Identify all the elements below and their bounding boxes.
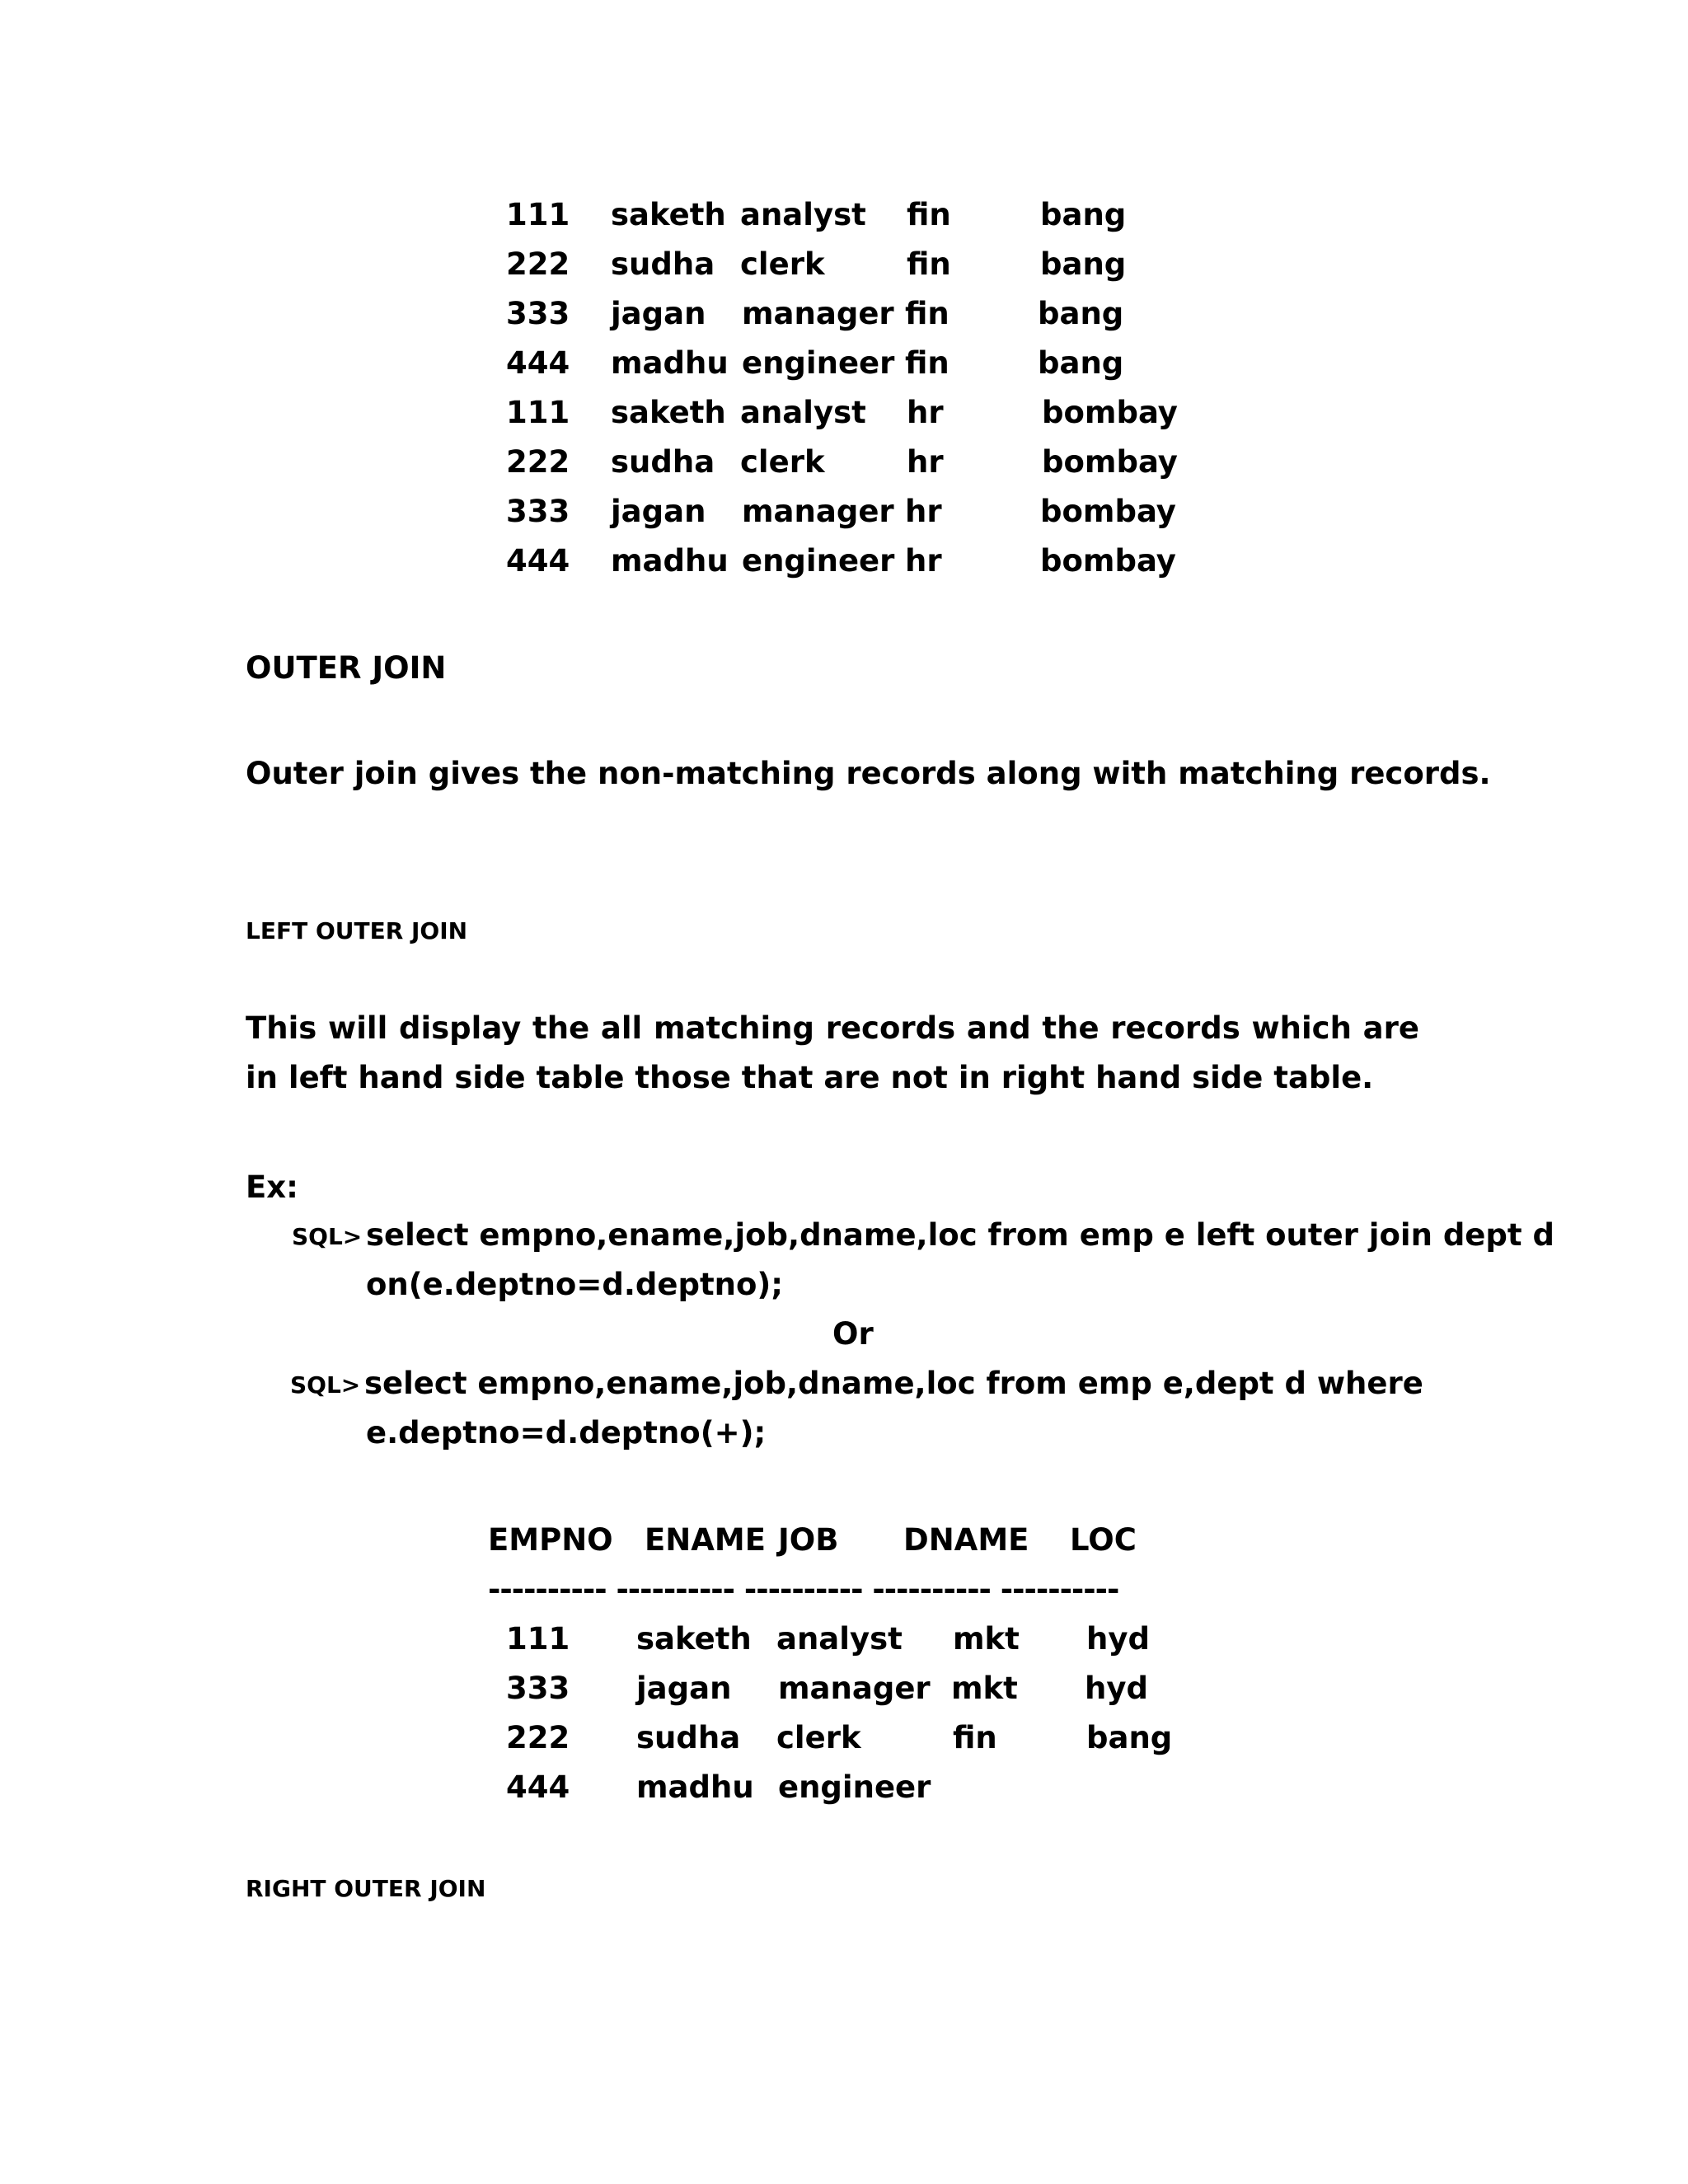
cell-empno: 444 [506, 543, 570, 579]
cell-dname: hr [905, 543, 942, 579]
cell-empno: 222 [506, 1720, 570, 1755]
cell-ename: saketh [636, 1621, 752, 1657]
cell-loc: hyd [1086, 1621, 1150, 1657]
example-label: Ex: [246, 1169, 298, 1205]
query2-line1: select empno,ename,job,dname,loc from emp e,dept d where [364, 1366, 1423, 1401]
cell-ename: madhu [636, 1769, 754, 1805]
column-header-dname: DNAME [903, 1522, 1029, 1558]
query1-line1: select empno,ename,job,dname,loc from emp e left outer join dept d [366, 1217, 1554, 1253]
cell-job: clerk [740, 246, 825, 282]
outer-join-heading: OUTER JOIN [246, 650, 447, 686]
cell-empno: 444 [506, 345, 570, 381]
column-header-job: JOB [778, 1522, 839, 1558]
column-header-empno: EMPNO [488, 1522, 613, 1558]
cell-ename: madhu [611, 543, 729, 579]
or-label: Or [832, 1316, 874, 1352]
cell-empno: 333 [506, 494, 570, 529]
cell-empno: 111 [506, 197, 570, 232]
cell-loc: bang [1040, 246, 1127, 282]
cell-dname: hr [905, 494, 942, 529]
cell-ename: jagan [611, 296, 706, 331]
cell-ename: saketh [611, 197, 726, 232]
query2-line2: e.deptno=d.deptno(+); [366, 1415, 767, 1451]
cell-loc: bang [1040, 197, 1127, 232]
cell-dname: hr [907, 444, 944, 480]
cell-loc: hyd [1085, 1671, 1148, 1706]
cell-job: analyst [740, 197, 866, 232]
cell-dname: hr [907, 395, 944, 430]
cell-job: clerk [776, 1720, 861, 1755]
left-outer-join-heading: LEFT OUTER JOIN [246, 917, 468, 944]
cell-job: manager [742, 296, 894, 331]
header-separator: ---------- ---------- ---------- ---------- ---------- [488, 1572, 1119, 1607]
cell-ename: saketh [611, 395, 726, 430]
cell-ename: madhu [611, 345, 729, 381]
sql-prompt: SQL> [292, 1223, 363, 1250]
cell-loc: bang [1086, 1720, 1173, 1755]
cell-job: manager [742, 494, 894, 529]
cell-empno: 222 [506, 444, 570, 480]
cell-dname: mkt [953, 1621, 1020, 1657]
cell-ename: sudha [636, 1720, 741, 1755]
cell-loc: bombay [1040, 494, 1176, 529]
cell-job: engineer [778, 1769, 931, 1805]
cell-empno: 333 [506, 296, 570, 331]
cell-empno: 444 [506, 1769, 570, 1805]
right-outer-join-heading: RIGHT OUTER JOIN [246, 1875, 486, 1902]
cell-dname: fin [905, 345, 950, 381]
cell-loc: bang [1038, 345, 1124, 381]
cell-dname: fin [907, 197, 951, 232]
cell-dname: fin [907, 246, 951, 282]
cell-loc: bang [1038, 296, 1124, 331]
cell-dname: fin [905, 296, 950, 331]
column-header-ename: ENAME [645, 1522, 766, 1558]
cell-loc: bombay [1040, 543, 1176, 579]
outer-join-description: Outer join gives the non-matching records along with matching records. [246, 756, 1491, 791]
cell-empno: 111 [506, 395, 570, 430]
cell-loc: bombay [1042, 395, 1178, 430]
cell-job: clerk [740, 444, 825, 480]
cell-job: engineer [742, 345, 895, 381]
cell-job: analyst [776, 1621, 903, 1657]
cell-empno: 333 [506, 1671, 570, 1706]
cell-ename: jagan [636, 1671, 732, 1706]
query1-line2: on(e.deptno=d.deptno); [366, 1267, 784, 1302]
cell-job: manager [778, 1671, 931, 1706]
cell-job: engineer [742, 543, 895, 579]
cell-ename: sudha [611, 246, 715, 282]
cell-dname: mkt [951, 1671, 1018, 1706]
column-header-loc: LOC [1070, 1522, 1137, 1558]
cell-empno: 111 [506, 1621, 570, 1657]
left-outer-join-description: This will display the all matching records and the records which are in left hand side table those that are not in right hand side table. [246, 1010, 1419, 1095]
cell-loc: bombay [1042, 444, 1178, 480]
cell-ename: sudha [611, 444, 715, 480]
sql-prompt: SQL> [290, 1371, 361, 1399]
cell-empno: 222 [506, 246, 570, 282]
cell-ename: jagan [611, 494, 706, 529]
cell-job: analyst [740, 395, 866, 430]
cell-dname: fin [953, 1720, 997, 1755]
